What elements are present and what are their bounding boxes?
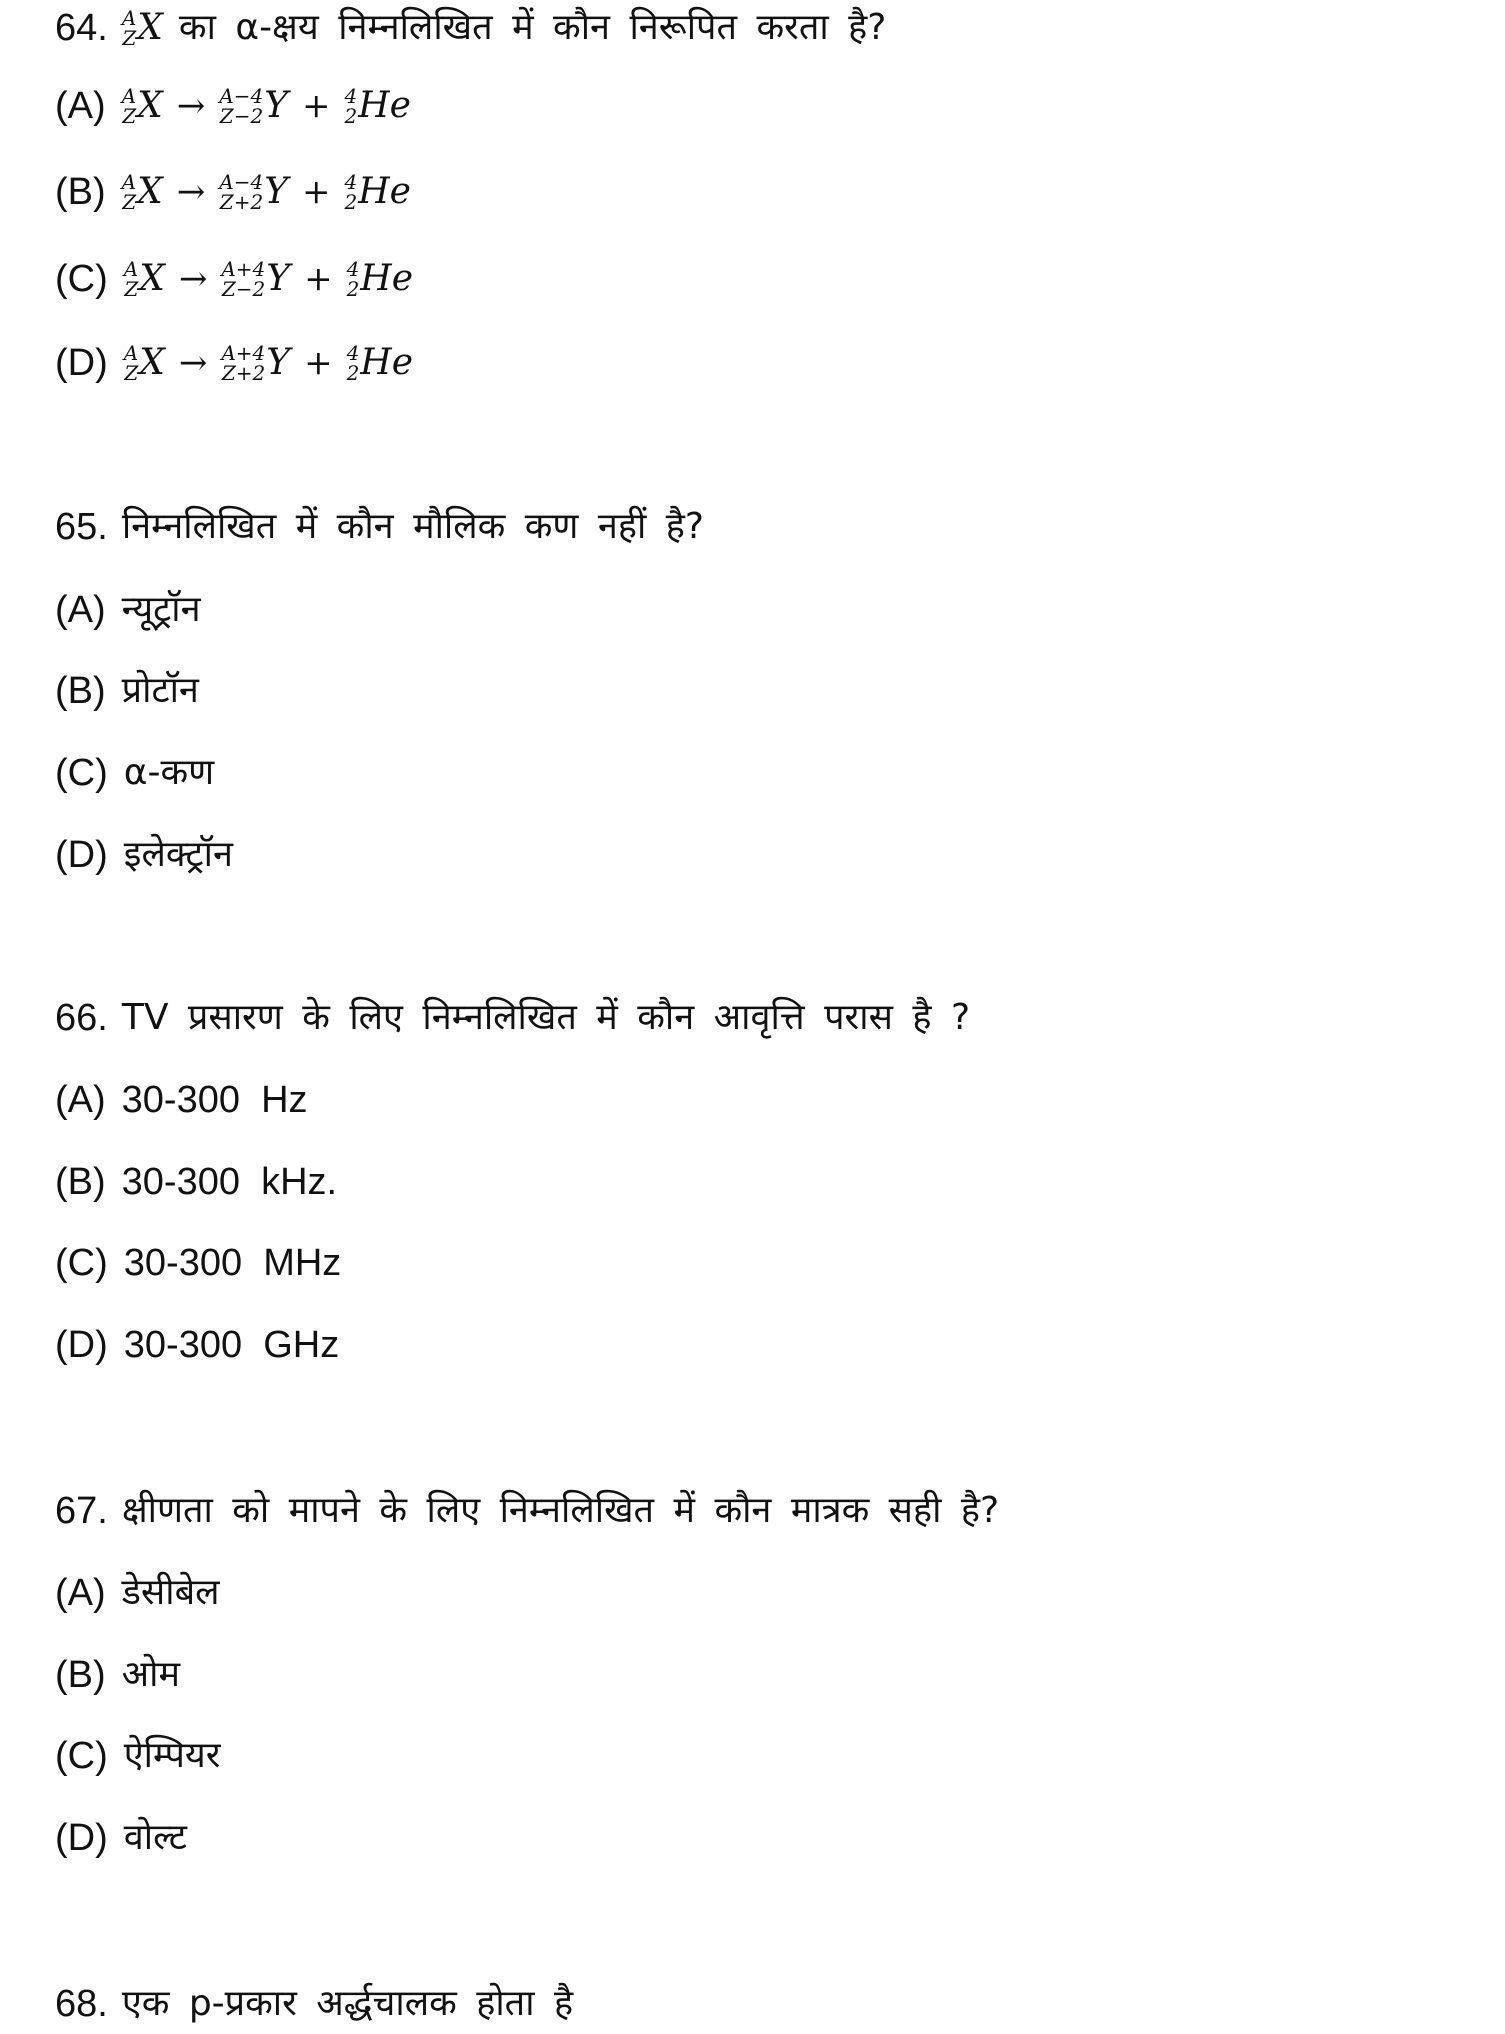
question-number: 68. — [55, 1983, 108, 2025]
option-label: (C) — [55, 1735, 108, 1777]
option-a[interactable] — [55, 78, 411, 134]
question-text: निम्नलिखित में कौन मौलिक कण नहीं है? — [121, 506, 704, 547]
question-66-stem — [55, 990, 970, 1046]
option-text: इलेक्ट्रॉन — [123, 834, 233, 875]
option-label: (C) — [55, 258, 108, 300]
element-symbol: X — [137, 7, 163, 48]
arrow-icon: → — [176, 172, 206, 212]
option-text: वोल्ट — [123, 1817, 187, 1858]
option-label: (A) — [55, 85, 106, 127]
question-text: क्षीणता को मापने के लिए निम्नलिखित में कौन मात्रक सही है? — [121, 1490, 1000, 1531]
option-label: (A) — [55, 589, 106, 631]
option-text: ऐम्पियर — [123, 1735, 221, 1776]
nuclide-parent — [122, 0, 163, 56]
atomic-number: Z — [122, 26, 137, 50]
option-text: α-कण — [123, 752, 215, 793]
option-d[interactable] — [55, 335, 413, 391]
question-number: 67. — [55, 1490, 108, 1532]
mass-number: A — [121, 6, 137, 30]
option-label: (B) — [55, 171, 106, 213]
question-67-stem — [55, 1483, 999, 1539]
option-label: (A) — [55, 1079, 106, 1121]
option-text: ओम — [121, 1654, 181, 1695]
option-label: (B) — [55, 1161, 106, 1203]
question-number: 65. — [55, 506, 108, 548]
option-b[interactable] — [55, 164, 411, 220]
option-label: (D) — [55, 1324, 108, 1366]
decay-equation: A Z X → A+4 Z+2 Y + 4 2 He — [124, 335, 413, 391]
option-a[interactable] — [55, 1565, 220, 1621]
decay-equation: A Z X → A−4 Z+2 Y + 4 2 He — [122, 164, 411, 220]
option-label: (D) — [55, 1817, 108, 1859]
decay-equation: A Z X → A−4 Z−2 Y + 4 2 He — [122, 78, 411, 134]
option-label: (B) — [55, 670, 106, 712]
option-a[interactable] — [55, 1072, 308, 1128]
question-68-stem — [55, 1976, 573, 2032]
plus-sign: + — [304, 259, 333, 299]
option-label: (A) — [55, 1572, 106, 1614]
option-d[interactable] — [55, 1810, 187, 1866]
option-text: डेसीबेल — [121, 1572, 220, 1613]
option-label: (C) — [55, 1242, 108, 1284]
option-label: (D) — [55, 834, 108, 876]
option-c[interactable] — [55, 1235, 341, 1291]
question-65-stem — [55, 499, 704, 555]
option-label: (D) — [55, 342, 108, 384]
option-text: 30-300 kHz. — [121, 1161, 338, 1203]
option-b[interactable] — [55, 1647, 180, 1703]
option-b[interactable] — [55, 1154, 337, 1210]
arrow-icon: → — [178, 343, 208, 383]
option-text: 30-300 Hz — [121, 1079, 308, 1121]
question-text: एक p-प्रकार अर्द्धचालक होता है — [121, 1983, 574, 2024]
question-number: 64. — [55, 7, 108, 49]
option-label: (B) — [55, 1654, 106, 1696]
question-text: TV प्रसारण के लिए निम्नलिखित में कौन आवृत्ति परास है ? — [121, 997, 971, 1038]
option-c[interactable] — [55, 251, 413, 307]
question-number: 66. — [55, 997, 108, 1039]
option-b[interactable] — [55, 663, 199, 719]
decay-equation: A Z X → A+4 Z−2 Y + 4 2 He — [124, 251, 413, 307]
option-d[interactable] — [55, 1317, 339, 1373]
plus-sign: + — [304, 343, 333, 383]
option-label: (C) — [55, 752, 108, 794]
option-a[interactable] — [55, 582, 201, 638]
option-text: 30-300 GHz — [123, 1324, 340, 1366]
arrow-icon: → — [176, 86, 206, 126]
option-text: न्यूट्रॉन — [121, 589, 201, 630]
question-text: का α-क्षय निम्नलिखित में कौन निरूपित करता है? — [178, 7, 887, 48]
option-c[interactable] — [55, 1728, 221, 1784]
question-64-stem — [55, 0, 886, 56]
option-d[interactable] — [55, 827, 233, 883]
arrow-icon: → — [178, 259, 208, 299]
plus-sign: + — [301, 172, 331, 212]
plus-sign: + — [301, 86, 331, 126]
option-text: 30-300 MHz — [123, 1242, 342, 1284]
option-c[interactable] — [55, 745, 214, 801]
option-text: प्रोटॉन — [121, 670, 199, 711]
